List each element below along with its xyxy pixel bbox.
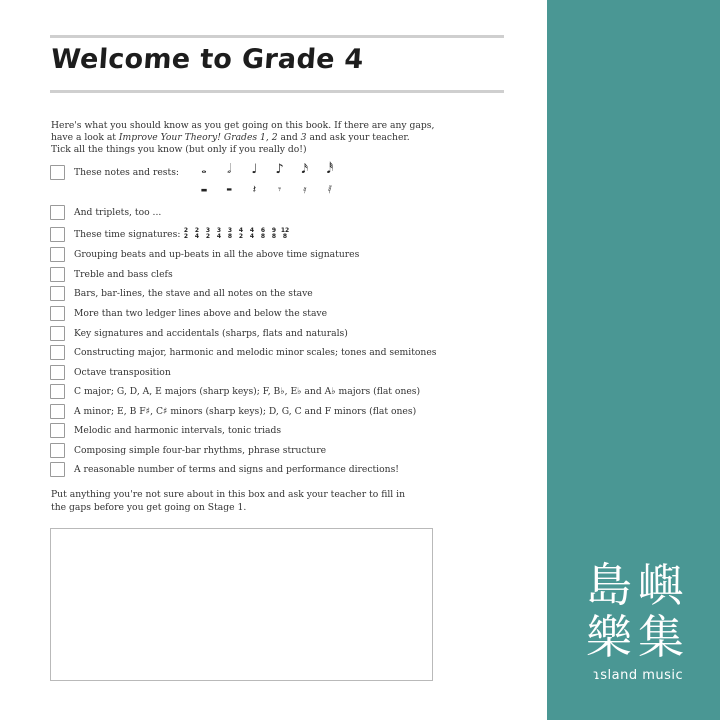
logo-characters [583, 560, 693, 662]
time-signature-9-8: 9 8 [271, 227, 277, 240]
checklist-label: Octave transposition [74, 366, 171, 378]
checklist-label: Bars, bar-lines, the stave and all notes on the stave [74, 287, 313, 299]
logo-english-text: ɿsland music [592, 668, 684, 683]
checklist-item-key-signatures[interactable] [50, 325, 348, 341]
quaver-note-icon: ♪ [275, 162, 284, 177]
time-signature-4-4: 4 4 [249, 227, 255, 240]
checklist-label: Composing simple four-bar rhythms, phrase structure [74, 444, 327, 456]
checkbox[interactable] [50, 267, 65, 282]
checkbox[interactable] [50, 227, 65, 242]
checklist-item-intervals[interactable] [50, 422, 281, 438]
checklist-item-clefs[interactable] [50, 266, 173, 282]
demisemiquaver-rest-icon: 𝅀 [327, 183, 332, 196]
answer-box-instructions [51, 488, 451, 514]
checklist-item-notes-rests[interactable] [50, 164, 179, 180]
checklist-label: More than two ledger lines above and below the stave [74, 307, 328, 319]
notes-and-rests-figure [197, 160, 337, 200]
logo-char: 嶼 [638, 558, 684, 612]
checkbox[interactable] [50, 404, 65, 419]
checklist-label: These time signatures: [74, 228, 181, 240]
minim-rest-icon: ▬ [226, 186, 233, 193]
checkbox[interactable] [50, 326, 65, 341]
demisemiquaver-note-icon: 𝅘𝅥𝅰 [326, 162, 334, 177]
crotchet-rest-icon: 𝄽 [252, 183, 257, 196]
intro-line-3: Tick all the things you know (but only if you really do!) [51, 144, 307, 156]
intro-line-1: Here's what you should know as you get going on this book. If there are any gaps, [51, 120, 435, 131]
checkbox[interactable] [50, 462, 65, 477]
checkbox[interactable] [50, 365, 65, 380]
island-music-logo [583, 560, 693, 683]
checklist-label: C major; G, D, A, E majors (sharp keys); F, B♭, E♭ and A♭ majors (flat ones) [74, 385, 421, 397]
time-signature-2-4: 2 4 [194, 227, 200, 240]
checklist-label: Constructing major, harmonic and melodic minor scales; tones and semitones [74, 346, 437, 358]
quaver-rest-icon: 𝄾 [278, 183, 282, 196]
intro-line-2 [51, 132, 451, 144]
checkbox[interactable] [50, 205, 65, 220]
checklist-item-time-signatures[interactable] [50, 226, 180, 242]
checklist-item-scales[interactable] [50, 344, 437, 360]
semibreve-rest-icon: ▬ [200, 186, 208, 194]
logo-char: 集 [638, 610, 684, 664]
title-bottom-rule [50, 90, 504, 93]
logo-char: 島 [586, 558, 632, 612]
time-signature-12-8: 12 8 [280, 227, 290, 240]
rests-row [197, 180, 337, 200]
checklist-label: A reasonable number of terms and signs and performance directions! [74, 463, 399, 475]
checklist-item-rhythms[interactable] [50, 442, 326, 458]
checkbox[interactable] [50, 345, 65, 360]
checklist-label: A minor; E, B F♯, C♯ minors (sharp keys); D, G, C and F minors (flat ones) [74, 405, 417, 417]
checklist-item-major-keys[interactable] [50, 383, 420, 399]
checkbox[interactable] [50, 306, 65, 321]
intro-text: have a look at [51, 132, 119, 144]
brand-panel [547, 0, 720, 720]
checklist-label: Key signatures and accidentals (sharps, flats and naturals) [74, 327, 348, 339]
checkbox[interactable] [50, 384, 65, 399]
logo-char: 樂 [586, 610, 632, 664]
checklist-label: And triplets, too ... [74, 206, 162, 218]
time-signature-6-8: 6 8 [260, 227, 266, 240]
checklist-item-transposition[interactable] [50, 364, 171, 380]
time-signature-4-2: 4 2 [238, 227, 244, 240]
checklist-item-grouping[interactable] [50, 246, 359, 262]
instruction-line-1: Put anything you're not sure about in this box and ask your teacher to fill in [51, 489, 405, 500]
checklist-label: Melodic and harmonic intervals, tonic triads [74, 424, 282, 436]
book-title: Improve Your Theory! Grades 1, 2 [118, 132, 278, 144]
semiquaver-note-icon: 𝅘𝅥𝅯 [301, 162, 309, 177]
checklist-label: Treble and bass clefs [74, 268, 173, 280]
checkbox[interactable] [50, 286, 65, 301]
time-signature-2-2: 2 2 [183, 227, 189, 240]
checklist-label: These notes and rests: [74, 166, 180, 178]
intro-paragraph [51, 120, 451, 157]
checkbox[interactable] [50, 247, 65, 262]
checklist-item-minor-keys[interactable] [50, 403, 416, 419]
answer-box[interactable] [50, 528, 433, 681]
crotchet-note-icon: ♩ [251, 162, 258, 177]
checklist-item-ledger-lines[interactable] [50, 305, 327, 321]
book-title: 3 [300, 132, 307, 144]
page-title: Welcome to Grade 4 [49, 44, 365, 75]
time-signature-3-4: 3 4 [216, 227, 222, 240]
minim-note-icon: 𝅗𝅥 [227, 162, 232, 177]
checklist-item-bars[interactable] [50, 285, 313, 301]
semibreve-note-icon: 𝅝 [201, 162, 207, 177]
checklist-item-terms-signs[interactable] [50, 461, 399, 477]
time-signature-3-8: 3 8 [227, 227, 233, 240]
title-top-rule [50, 35, 504, 38]
intro-text: and [277, 132, 301, 144]
checklist-label: Grouping beats and up-beats in all the above time signatures [74, 248, 360, 260]
checkbox[interactable] [50, 443, 65, 458]
time-signature-3-2: 3 2 [205, 227, 211, 240]
notes-row [197, 160, 337, 180]
checkbox[interactable] [50, 165, 65, 180]
checkbox[interactable] [50, 423, 65, 438]
instruction-line-2: the gaps before you get going on Stage 1. [51, 502, 247, 513]
intro-text: and ask your teacher. [306, 132, 410, 144]
semiquaver-rest-icon: 𝄿 [303, 183, 307, 196]
checklist-item-triplets[interactable] [50, 204, 161, 220]
time-signatures-figure [182, 228, 289, 240]
